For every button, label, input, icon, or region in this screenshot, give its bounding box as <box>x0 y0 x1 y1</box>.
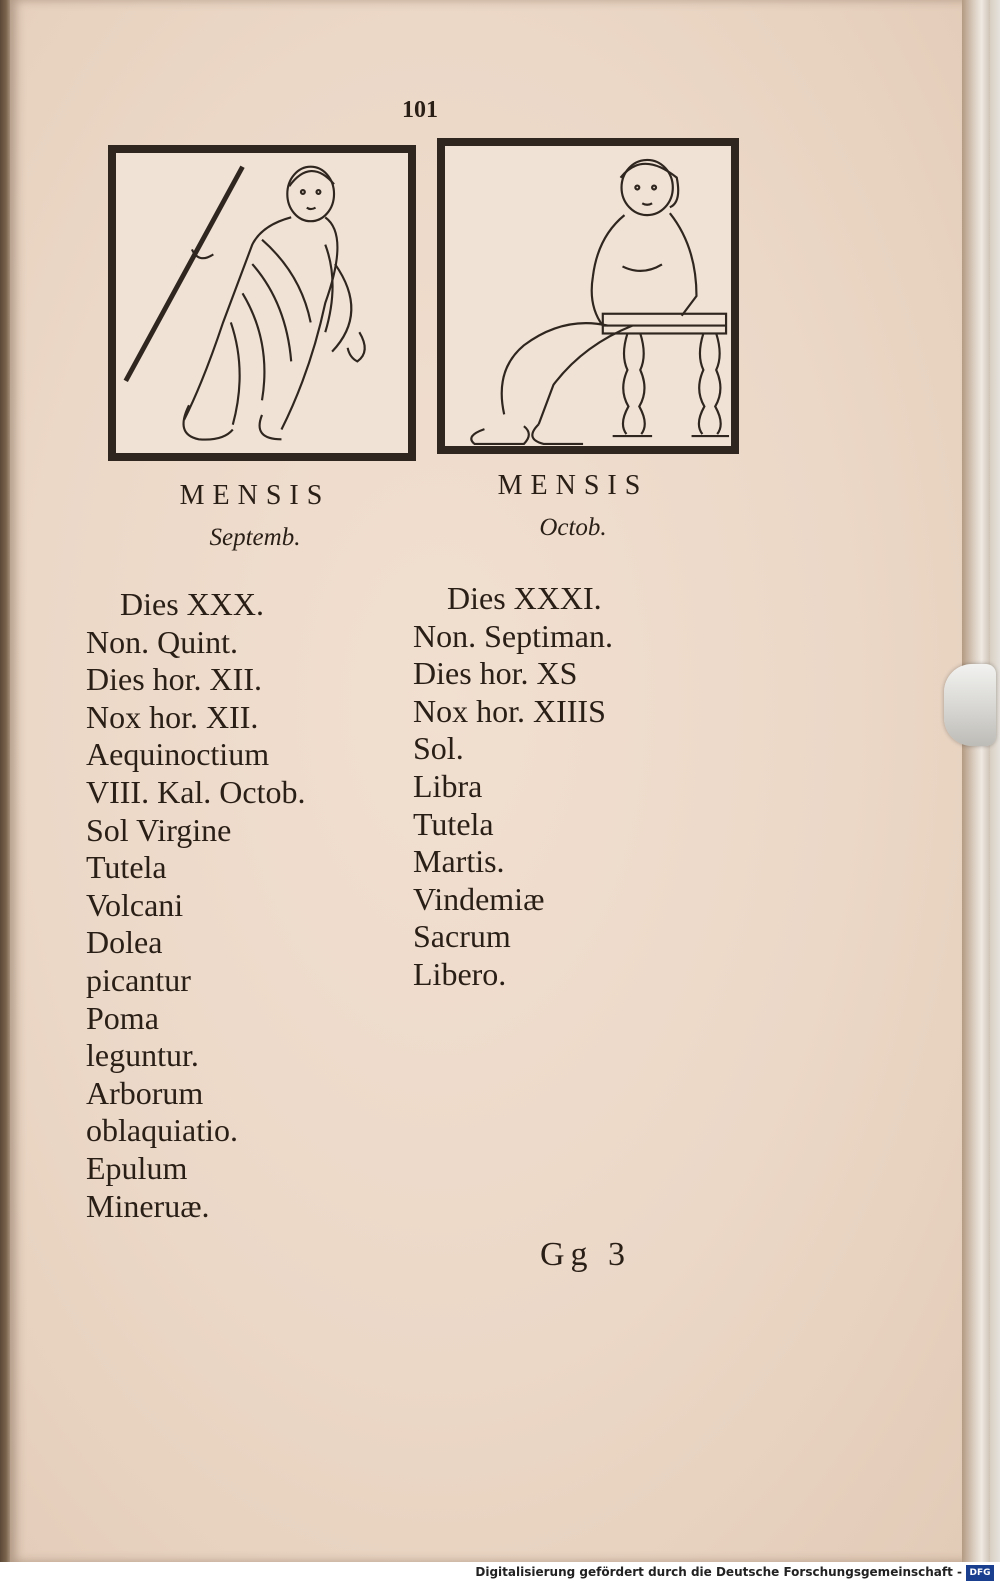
text-line: Sacrum <box>413 918 511 955</box>
page-number: 101 <box>402 97 438 123</box>
text-line: Dies hor. XS <box>413 655 578 692</box>
text-line: Libero. <box>413 955 507 992</box>
right-caption: MENSIS <box>497 470 649 501</box>
seated-figure-illustration <box>445 146 731 446</box>
woodcut-october <box>437 138 739 454</box>
text-line: Epulum <box>86 1149 188 1186</box>
text-line: Martis. <box>413 843 505 880</box>
woodcut-september <box>108 145 416 461</box>
text-line: Tutela <box>86 849 167 886</box>
signature-mark: Gg 3 <box>540 1236 632 1273</box>
text-line: Poma <box>86 999 159 1036</box>
page-edge <box>962 0 990 1562</box>
text-line: picantur <box>86 961 191 998</box>
footer-bar <box>0 1562 1000 1585</box>
left-month: Septemb. <box>209 524 301 551</box>
text-line: Volcani <box>86 886 184 923</box>
text-line: Non. Septiman. <box>413 617 613 654</box>
text-line: Dies XXX. <box>120 586 264 622</box>
text-line: leguntur. <box>86 1037 199 1074</box>
text-line: Nox hor. XIIIS <box>413 692 606 729</box>
text-line: Libra <box>413 767 483 804</box>
left-caption: MENSIS <box>179 480 331 511</box>
footer-credit: Digitalisierung gefördert durch die Deutsche Forschungsgemeinschaft - <box>475 1565 962 1579</box>
text-line: Sol Virgine <box>86 811 232 848</box>
text-line: Sol. <box>413 730 464 767</box>
text-line: Vindemiæ <box>413 880 545 917</box>
text-line: Dolea <box>86 924 163 961</box>
text-line: Dies hor. XII. <box>86 661 262 698</box>
standing-figure-illustration <box>116 153 408 453</box>
text-line: VIII. Kal. Octob. <box>86 773 306 810</box>
text-line: oblaquiatio. <box>86 1112 238 1149</box>
text-line: Mineruæ. <box>86 1187 210 1224</box>
dfg-logo: DFG <box>966 1565 994 1581</box>
text-line: Aequinoctium <box>86 736 270 773</box>
text-line: Nox hor. XII. <box>86 698 259 735</box>
text-line: Arborum <box>86 1074 204 1111</box>
september-text-column <box>86 586 305 1225</box>
text-line: Dies XXXI. <box>447 580 602 616</box>
text-line: Tutela <box>413 805 494 842</box>
right-month: Octob. <box>539 514 607 541</box>
october-text-column <box>413 580 613 994</box>
page-clip <box>944 664 996 746</box>
text-line: Non. Quint. <box>86 623 238 660</box>
